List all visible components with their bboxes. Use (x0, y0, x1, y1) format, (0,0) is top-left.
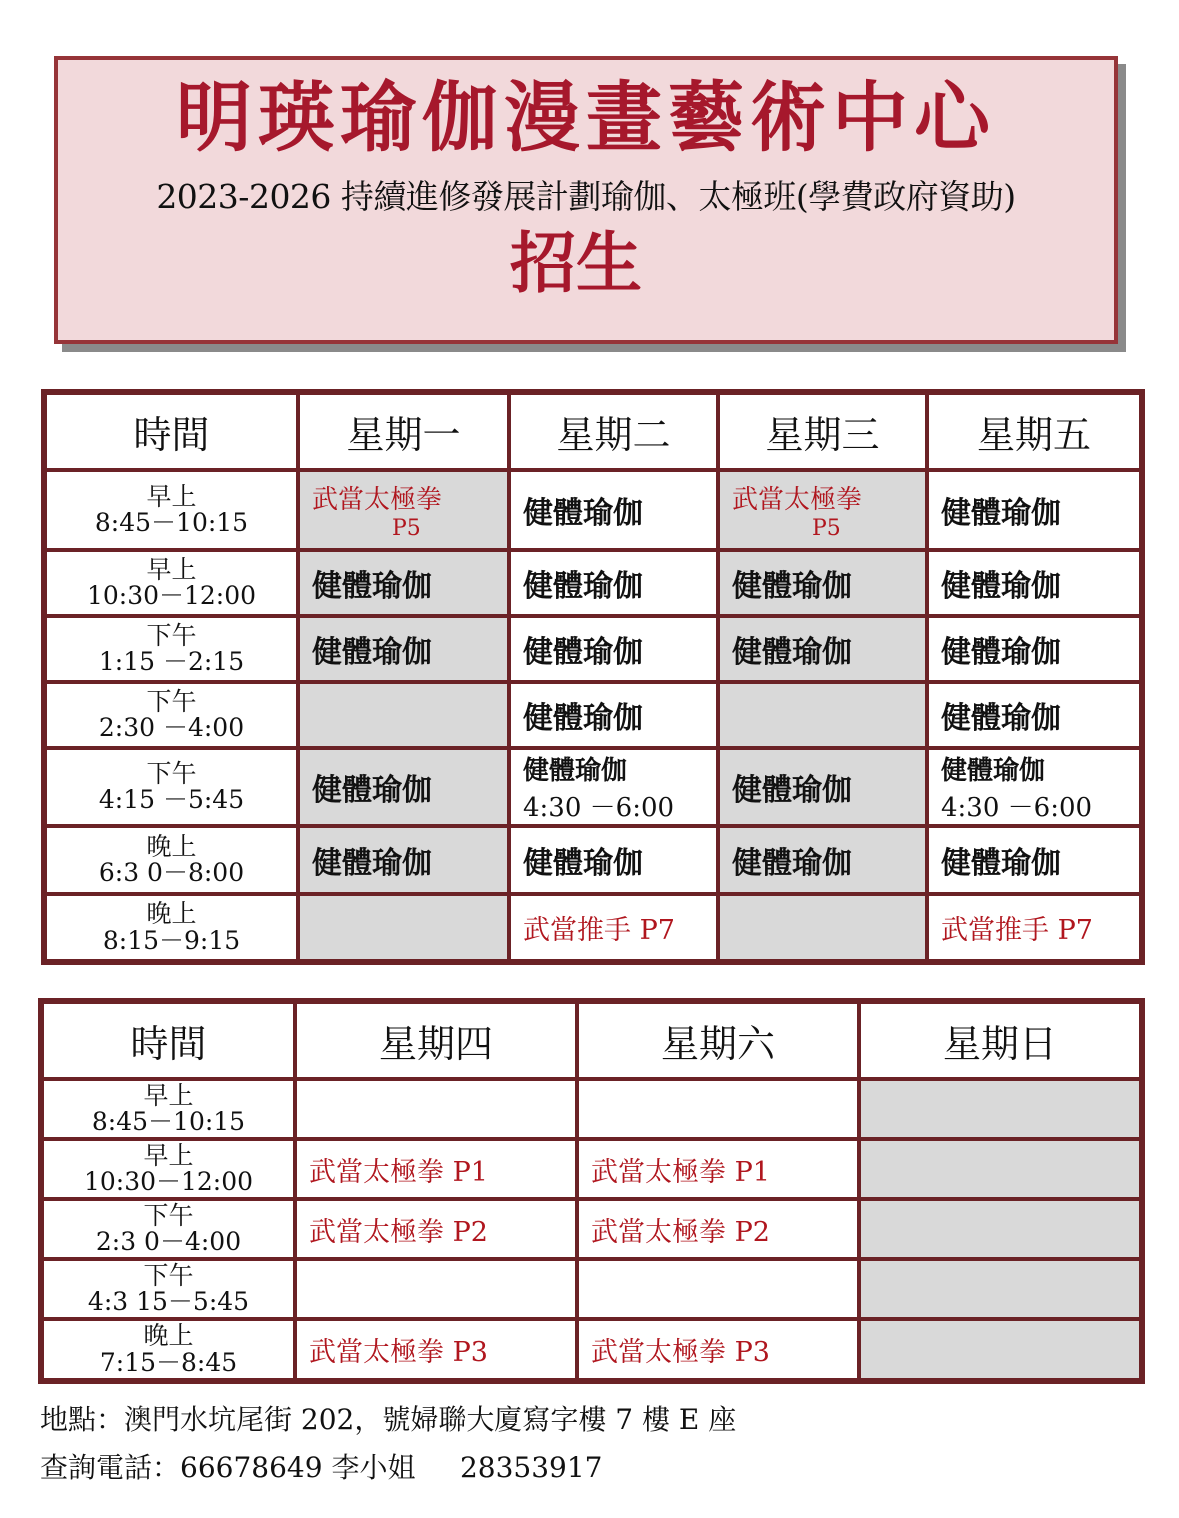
time-range: 2:3 0－4:00 (95, 1227, 242, 1256)
table-row (44, 894, 1142, 962)
class-sub-label: 4:30 －6:00 (523, 793, 675, 823)
time-slot-cell (44, 894, 298, 962)
class-name: 武當太極拳 (312, 485, 443, 515)
class-name: 健體瑜伽 (523, 635, 643, 670)
header-sunday: 星期日 (859, 1001, 1142, 1079)
table-row (41, 1319, 1142, 1381)
period-label: 下午 (146, 620, 197, 650)
empty-cell (859, 1259, 1142, 1319)
phone-number-1: 66678649 (180, 1451, 323, 1484)
program-subtitle: 2023-2026 持續進修發展計劃瑜伽、太極班(學費政府資助) (156, 177, 1016, 216)
header-saturday: 星期六 (577, 1001, 859, 1079)
period-label: 下午 (143, 1260, 194, 1290)
class-cell (927, 550, 1142, 616)
class-name: 武當太極拳 P2 (591, 1216, 770, 1248)
class-name: 健體瑜伽 (523, 701, 643, 736)
class-cell (718, 616, 927, 682)
class-name: 健體瑜伽 (312, 635, 432, 670)
time-range: 8:45－10:15 (94, 508, 249, 537)
class-name: 武當推手 P7 (941, 915, 1093, 946)
class-cell (298, 550, 509, 616)
time-range: 10:30－12:00 (86, 581, 257, 610)
table-row (44, 748, 1142, 826)
class-cell (509, 748, 718, 826)
class-name: 武當太極拳 P2 (309, 1216, 488, 1248)
header-thursday: 星期四 (295, 1001, 577, 1079)
time-slot-cell (41, 1259, 295, 1319)
period-label: 晚上 (146, 831, 197, 861)
class-cell (295, 1199, 577, 1259)
enrollment-heading: 招生 (510, 224, 642, 302)
header-friday: 星期五 (927, 392, 1142, 470)
period-label: 下午 (146, 686, 197, 716)
location-line (40, 1398, 736, 1438)
class-name: 武當太極拳 P1 (309, 1156, 488, 1188)
class-name: 健體瑜伽 (312, 846, 432, 881)
class-sub-label: P5 (812, 516, 841, 541)
class-name: 健體瑜伽 (523, 569, 643, 604)
empty-cell (718, 682, 927, 748)
schedule-table-weekend (38, 998, 1145, 1384)
period-label: 早上 (146, 554, 197, 584)
header-tuesday: 星期二 (509, 392, 718, 470)
class-cell (577, 1199, 859, 1259)
period-label: 下午 (146, 758, 197, 788)
schedule-table-weekdays (41, 389, 1145, 965)
class-name: 健體瑜伽 (732, 635, 852, 670)
time-range: 8:15－9:15 (102, 925, 241, 955)
empty-cell (859, 1319, 1142, 1381)
class-cell (509, 894, 718, 962)
class-cell (927, 894, 1142, 962)
class-name: 健體瑜伽 (941, 846, 1061, 881)
phone-line (40, 1446, 602, 1486)
class-cell (509, 616, 718, 682)
class-name: 武當推手 P7 (523, 915, 675, 946)
time-range: 7:15－8:45 (99, 1347, 238, 1377)
table-row (44, 470, 1142, 550)
header-banner (54, 56, 1118, 344)
class-cell (295, 1139, 577, 1199)
time-range: 8:45－10:15 (91, 1107, 246, 1136)
phone-number-2: 28353917 (459, 1451, 603, 1484)
time-range: 4:15 －5:45 (98, 785, 245, 814)
class-cell (509, 826, 718, 894)
class-cell (718, 470, 927, 550)
class-name: 健體瑜伽 (941, 569, 1061, 604)
table-row (44, 682, 1142, 748)
time-range: 1:15 －2:15 (98, 647, 245, 676)
class-cell (718, 748, 927, 826)
time-range: 2:30 －4:00 (98, 713, 245, 742)
period-label: 早上 (143, 1080, 194, 1110)
table-row (44, 550, 1142, 616)
class-cell (927, 470, 1142, 550)
class-name: 武當太極拳 P3 (591, 1337, 770, 1368)
table-row (41, 1079, 1142, 1139)
center-title: 明瑛瑜伽漫畫藝術中心 (176, 73, 996, 162)
empty-cell (859, 1139, 1142, 1199)
class-name: 健體瑜伽 (732, 846, 852, 881)
header-monday: 星期一 (298, 392, 509, 470)
phone-label: 查詢電話： (40, 1451, 181, 1484)
class-cell (718, 550, 927, 616)
time-slot-cell (44, 470, 298, 550)
class-name: 健體瑜伽 (941, 635, 1061, 670)
class-cell (509, 682, 718, 748)
time-slot-cell (44, 616, 298, 682)
time-range: 4:3 15－5:45 (87, 1287, 250, 1316)
class-name: 武當太極拳 P1 (591, 1156, 770, 1188)
table-row (41, 1139, 1142, 1199)
period-label: 早上 (146, 481, 197, 511)
empty-cell (577, 1259, 859, 1319)
class-sub-label: 4:30 －6:00 (941, 793, 1093, 823)
class-name: 武當太極拳 (732, 485, 863, 515)
class-name: 健體瑜伽 (941, 496, 1061, 531)
location-address: 澳門水坑尾街 202，號婦聯大廈寫字樓 7 樓 E 座 (124, 1403, 737, 1436)
class-cell (295, 1319, 577, 1381)
empty-cell (859, 1199, 1142, 1259)
class-sub-label: P5 (392, 516, 421, 541)
class-cell (927, 826, 1142, 894)
class-cell (577, 1139, 859, 1199)
empty-cell (577, 1079, 859, 1139)
empty-cell (718, 894, 927, 962)
class-cell (509, 550, 718, 616)
table-row (44, 826, 1142, 894)
class-cell (298, 826, 509, 894)
time-slot-cell (41, 1319, 295, 1381)
empty-cell (298, 894, 509, 962)
time-slot-cell (44, 826, 298, 894)
header-time: 時間 (44, 392, 298, 470)
time-range: 10:30－12:00 (83, 1167, 254, 1196)
class-name: 健體瑜伽 (312, 569, 432, 604)
class-cell (298, 748, 509, 826)
class-cell (509, 470, 718, 550)
class-cell (298, 470, 509, 550)
period-label: 下午 (143, 1200, 194, 1230)
class-name: 健體瑜伽 (523, 846, 643, 881)
table-row (44, 616, 1142, 682)
time-slot-cell (44, 550, 298, 616)
class-name: 健體瑜伽 (523, 496, 643, 531)
class-cell (927, 748, 1142, 826)
table-row (41, 1259, 1142, 1319)
class-name: 健體瑜伽 (312, 773, 432, 808)
class-name: 健體瑜伽 (732, 569, 852, 604)
class-name: 武當太極拳 P3 (309, 1337, 488, 1368)
empty-cell (298, 682, 509, 748)
time-slot-cell (41, 1139, 295, 1199)
empty-cell (859, 1079, 1142, 1139)
contact-name: 李小姐 (331, 1451, 416, 1484)
time-slot-cell (44, 682, 298, 748)
period-label: 早上 (143, 1140, 194, 1170)
class-name: 健體瑜伽 (941, 701, 1061, 736)
time-range: 6:3 0－8:00 (98, 858, 245, 887)
class-cell (927, 682, 1142, 748)
empty-cell (295, 1079, 577, 1139)
class-cell (927, 616, 1142, 682)
location-label: 地點： (40, 1403, 125, 1436)
class-name: 健體瑜伽 (523, 756, 628, 786)
class-cell (298, 616, 509, 682)
class-cell (718, 826, 927, 894)
header-time: 時間 (41, 1001, 295, 1079)
time-slot-cell (41, 1199, 295, 1259)
empty-cell (295, 1259, 577, 1319)
class-name: 健體瑜伽 (941, 756, 1046, 786)
class-cell (577, 1319, 859, 1381)
time-slot-cell (41, 1079, 295, 1139)
period-label: 晚上 (146, 899, 197, 929)
period-label: 晚上 (143, 1321, 194, 1351)
header-wednesday: 星期三 (718, 392, 927, 470)
class-name: 健體瑜伽 (732, 773, 852, 808)
time-slot-cell (44, 748, 298, 826)
table-row (41, 1199, 1142, 1259)
